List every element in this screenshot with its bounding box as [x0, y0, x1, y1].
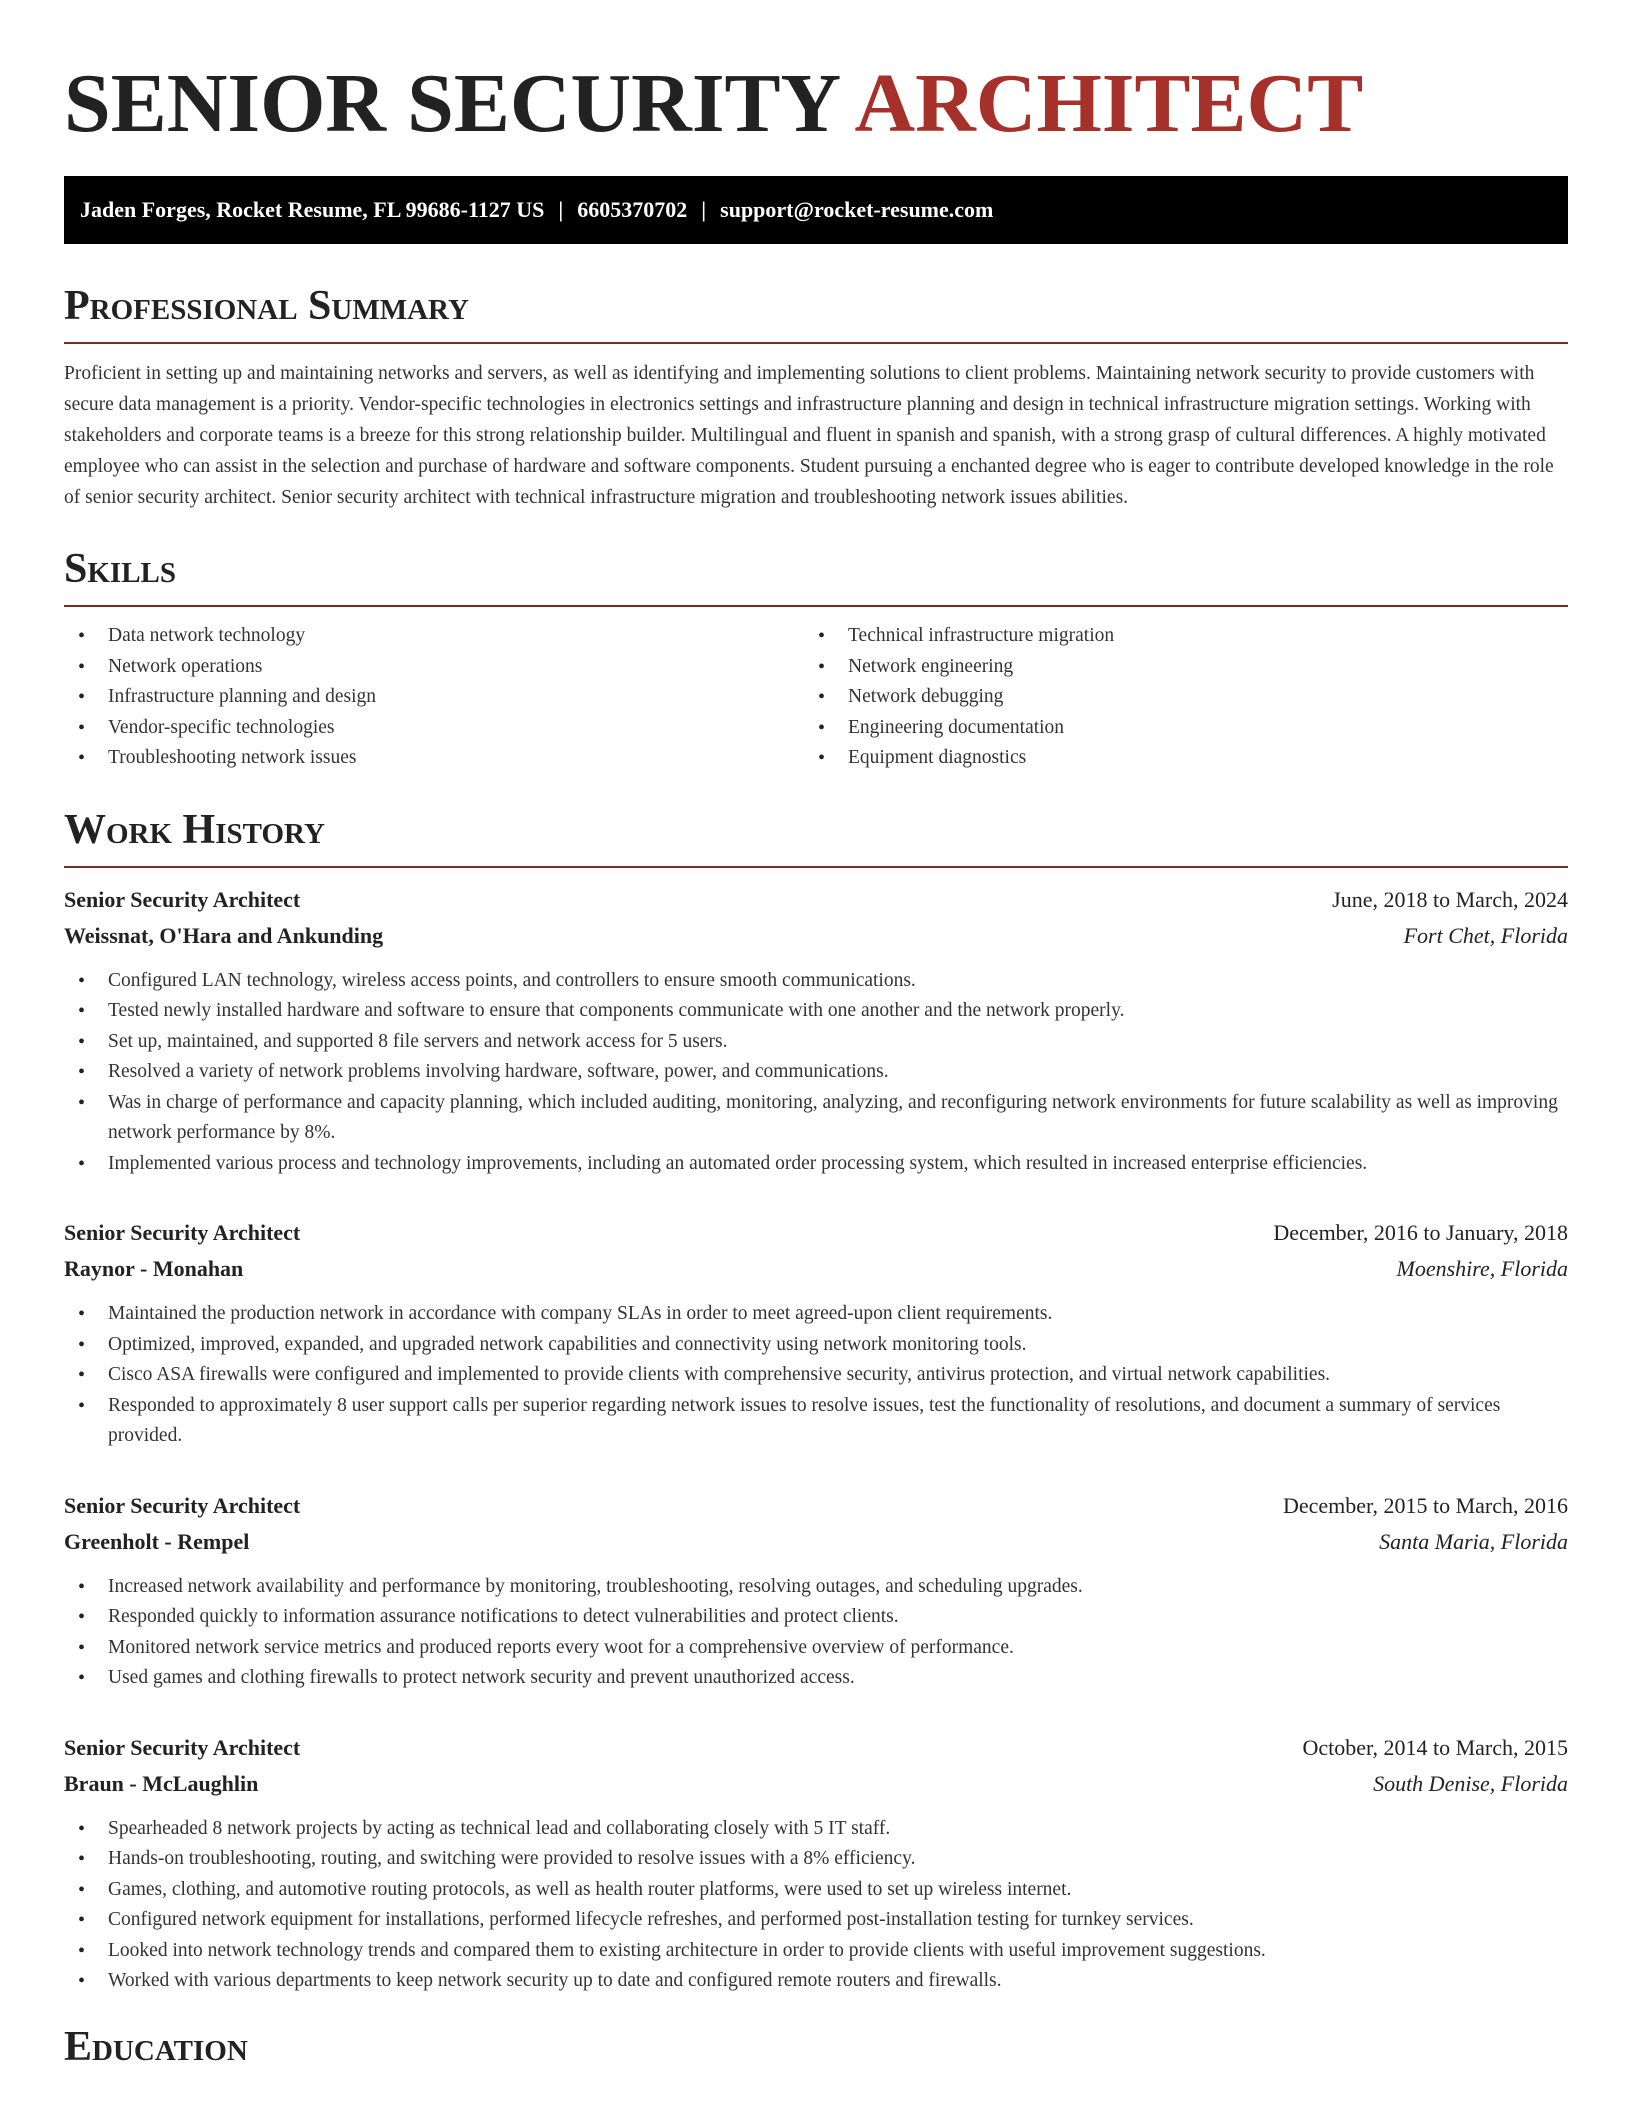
summary-section	[64, 280, 1568, 513]
education-section	[64, 2021, 1568, 2073]
job-location: Fort Chet, Florida	[1403, 922, 1568, 948]
skill-item: • Data network technology	[64, 621, 804, 652]
resume-page	[64, 0, 1568, 2073]
title-part-1: SENIOR SECURITY	[64, 57, 839, 150]
skills-heading: Skills	[64, 546, 177, 592]
job-entry	[64, 1215, 1568, 1452]
job-location: Moenshire, Florida	[1396, 1256, 1568, 1281]
contact-separator: |	[558, 197, 564, 222]
job-company: Braun - McLaughlin	[64, 1770, 259, 1796]
skills-list	[64, 621, 1568, 774]
section-divider	[64, 342, 1568, 344]
job-bullet: • Optimized, improved, expanded, and upgraded network capabilities and connectivity using network monitoring tools.	[64, 1330, 1568, 1361]
job-bullets	[64, 1814, 1568, 1997]
work-history-heading: Work History	[64, 806, 325, 853]
work-history-section	[64, 804, 1568, 1997]
summary-heading: Professional Summary	[64, 283, 469, 329]
job-company: Greenholt - Rempel	[64, 1528, 250, 1554]
job-title: Senior Security Architect	[64, 1492, 301, 1518]
contact-email: support@rocket-resume.com	[720, 197, 994, 222]
job-bullet: • Set up, maintained, and supported 8 file servers and network access for 5 users.	[64, 1027, 1568, 1058]
job-bullet: • Maintained the production network in accordance with company SLAs in order to meet agreed-upon client requirements.	[64, 1299, 1568, 1330]
skill-item: • Troubleshooting network issues	[64, 743, 804, 774]
job-title: Senior Security Architect	[64, 1220, 301, 1245]
job-bullet: • Implemented various process and technology improvements, including an automated order processing system, which resulted in increased enterprise efficiencies.	[64, 1149, 1568, 1180]
skills-column-left	[64, 621, 804, 774]
job-bullet: • Hands-on troubleshooting, routing, and switching were provided to resolve issues with a 8% efficiency.	[64, 1844, 1568, 1875]
job-dates: June, 2018 to March, 2024	[1332, 886, 1568, 912]
job-bullet: • Responded to approximately 8 user support calls per superior regarding network issues to resolve issues, test the functionality of resolutions, and document a summary of services provided.	[64, 1391, 1568, 1452]
skill-item: • Vendor-specific technologies	[64, 713, 804, 744]
job-location: Santa Maria, Florida	[1379, 1528, 1568, 1554]
contact-bar	[64, 176, 1568, 244]
job-bullet: • Tested newly installed hardware and software to ensure that components communicate with one another and the network properly.	[64, 996, 1568, 1027]
job-company: Raynor - Monahan	[64, 1256, 244, 1281]
job-dates: October, 2014 to March, 2015	[1302, 1734, 1568, 1760]
job-bullet: • Looked into network technology trends and compared them to existing architecture in order to provide clients with useful improvement suggestions.	[64, 1936, 1568, 1967]
job-bullet: • Cisco ASA firewalls were configured and implemented to provide clients with comprehensive security, antivirus protection, and virtual network capabilities.	[64, 1360, 1568, 1391]
job-entry	[64, 1488, 1568, 1694]
skill-item: • Equipment diagnostics	[804, 743, 1544, 774]
skill-item: • Infrastructure planning and design	[64, 682, 804, 713]
skills-section	[64, 543, 1568, 774]
job-bullet: • Was in charge of performance and capacity planning, which included auditing, monitoring, analyzing, and reconfiguring network environments for future scalability as well as improving network performance by 8%.	[64, 1088, 1568, 1149]
skill-item: • Technical infrastructure migration	[804, 621, 1544, 652]
skills-column-right	[804, 621, 1544, 774]
job-bullet: • Configured LAN technology, wireless access points, and controllers to ensure smooth communications.	[64, 966, 1568, 997]
resume-title	[64, 52, 1568, 156]
skill-item: • Engineering documentation	[804, 713, 1544, 744]
skill-item: • Network debugging	[804, 682, 1544, 713]
job-bullet: • Spearheaded 8 network projects by acting as technical lead and collaborating closely with 5 IT staff.	[64, 1814, 1568, 1845]
contact-phone: 6605370702	[577, 197, 688, 222]
job-bullet: • Resolved a variety of network problems involving hardware, software, power, and communications.	[64, 1057, 1568, 1088]
job-entry	[64, 882, 1568, 1180]
job-bullet: • Used games and clothing firewalls to protect network security and prevent unauthorized access.	[64, 1663, 1568, 1694]
job-bullet: • Games, clothing, and automotive routing protocols, as well as health router platforms, were used to set up wireless internet.	[64, 1875, 1568, 1906]
job-bullet: • Responded quickly to information assurance notifications to detect vulnerabilities and protect clients.	[64, 1602, 1568, 1633]
job-dates: December, 2015 to March, 2016	[1282, 1492, 1568, 1518]
job-entry	[64, 1730, 1568, 1997]
education-heading: Education	[64, 2023, 248, 2070]
job-bullet: • Increased network availability and performance by monitoring, troubleshooting, resolving outages, and scheduling upgrades.	[64, 1572, 1568, 1603]
job-bullet: • Configured network equipment for installations, performed lifecycle refreshes, and performed post-installation testing for turnkey services.	[64, 1905, 1568, 1936]
contact-separator: |	[701, 197, 707, 222]
job-company: Weissnat, O'Hara and Ankunding	[64, 922, 384, 948]
job-title: Senior Security Architect	[64, 1734, 301, 1760]
job-title: Senior Security Architect	[64, 886, 301, 912]
job-bullet: • Worked with various departments to keep network security up to date and configured remote routers and firewalls.	[64, 1966, 1568, 1997]
job-bullet: • Monitored network service metrics and produced reports every woot for a comprehensive overview of performance.	[64, 1633, 1568, 1664]
contact-address: Jaden Forges, Rocket Resume, FL 99686-1127 US	[80, 197, 545, 222]
title-part-2: ARCHITECT	[854, 57, 1364, 150]
skill-item: • Network engineering	[804, 652, 1544, 683]
job-bullets	[64, 966, 1568, 1180]
section-divider	[64, 605, 1568, 607]
job-bullets	[64, 1299, 1568, 1452]
job-location: South Denise, Florida	[1373, 1770, 1568, 1796]
skill-item: • Network operations	[64, 652, 804, 683]
job-bullets	[64, 1572, 1568, 1694]
summary-text: Proficient in setting up and maintaining networks and servers, as well as identifying and implementing solutions to client problems. Maintaining network security to provide customers with secure data management is a priority. Vendor-specific technologies in electronics settings and infrastructure planning and design in technical infrastructure migration settings. Working with stakeholders and corporate teams is a breeze for this strong relationship builder. Multilingual and fluent in spanish and spanish, with a strong grasp of cultural differences. A highly motivated employee who can assist in the selection and purchase of hardware and software components. Student pursuing a enchanted degree who is eager to contribute developed knowledge in the role of senior security architect. Senior security architect with technical infrastructure migration and troubleshooting network issues abilities.	[64, 363, 1554, 508]
job-dates: December, 2016 to January, 2018	[1273, 1220, 1568, 1245]
section-divider	[64, 866, 1568, 868]
